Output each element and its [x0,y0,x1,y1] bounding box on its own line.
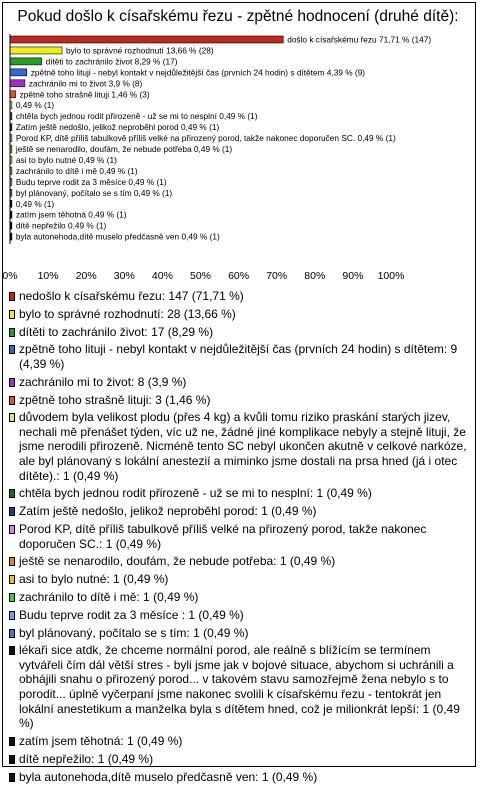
legend-item-12 [9,590,469,605]
legend-label-15: lékaři sice atdk, že chceme normální porod, ale reálně s blížícím se termínem vytvářeli čím dál větší stres - byli jsme jak v bojové situace, abychom si uchránili a obhájili snahu o přirozený porod... v takovém stavu samozřejmě žena nebylo s to porodit... úplně vyčerpaní jsme nakonec svolili k císařskému řezu - tentokrát jen lokální anestetikum a manželka byla s dítětem hned, což je milionkrát lepší: 1 (0,49 %) [19,643,460,731]
bar-label-8: Zatím ještě nedošlo, jelikož neproběhl porod 0,49 % (1) [15,122,220,133]
bar-label-4: zachránilo mi to život 3,9 % (8) [28,78,143,89]
legend-item-13 [9,608,469,623]
legend-swatch-7 [9,489,15,498]
legend-item-16 [9,734,469,749]
legend-swatch-13 [9,611,15,620]
legend-item-14 [9,626,469,641]
x-tick-label-6: 60% [228,270,250,282]
legend-item-7 [9,486,469,501]
legend-item-5 [9,393,469,408]
x-tick-label-7: 70% [266,270,288,282]
bar-1 [10,47,62,54]
x-tick-label-1: 10% [37,270,59,282]
legend-swatch-15 [9,646,15,655]
legend-label-0: nedošlo k císařskému řezu: 147 (71,71 %) [19,289,244,303]
legend [9,289,469,787]
bar-label-0: došlo k císařskému řezu 71,71 % (147) [287,34,432,45]
legend-swatch-14 [9,629,15,638]
legend-label-9: Porod KP, dítě příliš tabulkově příliš velké na přirozený porod, takže nakonec doporučen SC.: 1 (0,49 %) [19,522,427,551]
legend-label-10: ještě se nenarodilo, doufám, že nebude potřeba: 1 (0,49 %) [19,554,336,569]
legend-item-11 [9,572,469,587]
legend-swatch-10 [9,557,15,566]
x-tick-label-10: 100% [377,270,405,282]
x-tick-label-4: 40% [151,270,173,282]
x-tick-label-9: 90% [342,270,364,282]
legend-swatch-0 [9,292,15,301]
legend-label-17: dítě nepřežilo: 1 (0,49 %) [19,751,154,766]
bar-label-11: asi to bylo nutné 0,49 % (1) [15,154,117,165]
legend-label-3: zpětně toho lituji - nebyl kontakt v nejdůležitější čas (prvních 24 hodin) s dítětem: 9 (4,39 %) [19,342,458,371]
legend-swatch-2 [9,328,15,337]
legend-item-1 [9,307,469,322]
legend-item-6 [9,410,469,483]
legend-swatch-6 [9,413,15,422]
bar-label-7: chtěla bych jednou rodit přirozeně - už se mi to nesplní 0,49 % (1) [15,111,258,122]
legend-label-1: bylo to správné rozhodnutí: 28 (13,66 %) [19,306,236,321]
bar-label-1: bylo to správné rozhodnutí 13,66 % (28) [66,45,214,56]
legend-swatch-3 [9,345,15,354]
legend-swatch-9 [9,525,15,534]
legend-item-15 [9,643,469,731]
bar-3 [10,69,27,76]
legend-label-7: chtěla bych jednou rodit přirozeně - už se mi to nesplní: 1 (0,49 %) [19,486,372,501]
legend-swatch-1 [9,310,15,319]
x-tick-label-0: 0% [2,270,18,282]
bar-label-17: dítě nepřežilo 0,49 % (1) [15,220,107,231]
x-ticks-group [2,270,404,282]
x-tick-label-5: 50% [189,270,212,282]
legend-item-8 [9,504,469,519]
legend-item-0 [9,289,469,304]
bar-label-5: zpětně toho strašně lituji 1,46 % (3) [19,89,150,100]
bar-label-14: byl plánovaný, počítalo se s tím 0,49 % (1) [15,187,173,198]
legend-label-6: důvodem byla velikost plodu (přes 4 kg) a kvůli tomu riziko praskání starých jizev, nechali mě přenášet týden, víc už ne, žádné jiné komplikace nebyly a stejně lituji, že jsme nerodili přirozeně. Nicméně tento SC nebyl ukončen akutně v celkové narkóze, ale byl plánovaný s lokální anestezií a miminko jsme dostali na prsa hned (já i otec dítěte).: 1 (0,49 %) [19,410,467,483]
x-tick-label-8: 80% [304,270,326,282]
legend-swatch-16 [9,737,15,746]
bar-4 [10,80,25,87]
bar-label-16: zatím jsem těhotná 0,49 % (1) [15,209,127,220]
legend-label-11: asi to bylo nutné: 1 (0,49 %) [19,572,169,587]
legend-swatch-12 [9,593,15,602]
bar-5 [10,91,16,98]
bar-label-2: dítěti to zachránilo život 8,29 % (17) [45,56,178,67]
chart-plot [0,0,480,290]
legend-item-9 [9,522,469,551]
legend-label-16: zatím jsem těhotná: 1 (0,49 %) [19,734,183,749]
legend-label-13: Budu teprve rodit za 3 měsíce : 1 (0,49 %) [19,607,244,622]
legend-swatch-18 [9,773,15,782]
legend-item-2 [9,325,469,340]
bar-label-9: Porod KP, dítě příliš tabulkově příliš velké na přirozený porod, takže nakonec doporučen SC. 0,49 % (1) [15,133,396,144]
bar-label-15: 0,49 % (1) [15,198,55,209]
legend-item-17 [9,752,469,767]
bars-group [10,35,431,242]
legend-swatch-8 [9,507,15,516]
x-tick-label-3: 30% [113,270,135,282]
legend-label-12: zachránilo to dítě i mě: 1 (0,49 %) [19,589,199,604]
bar-0 [10,36,283,43]
legend-item-18 [9,770,469,785]
chart-title: Pokud došlo k císařskému řezu - zpětné hodnocení (druhé dítě): [17,8,459,25]
bar-label-3: zpětně toho lituji - nebyl kontakt v nejdůležitější čas (prvních 24 hodin) s dítětem 4,39 % (9) [30,67,366,78]
bar-label-13: Budu teprve rodit za 3 měsíce 0,49 % (1) [15,176,167,187]
bar-label-18: byla autonehoda,dítě muselo předčasně ven 0,49 % (1) [15,231,220,242]
legend-label-2: dítěti to zachránilo život: 17 (8,29 %) [19,324,214,339]
legend-label-8: Zatím ještě nedošlo, jelikož neproběhl porod: 1 (0,49 %) [19,504,317,519]
legend-label-18: byla autonehoda,dítě muselo předčasně ven: 1 (0,49 %) [19,769,318,784]
legend-swatch-11 [9,575,15,584]
legend-swatch-4 [9,378,15,387]
legend-item-4 [9,375,469,390]
bar-label-12: zachránilo to dítě i mě 0,49 % (1) [15,165,138,176]
legend-item-10 [9,554,469,569]
legend-swatch-17 [9,755,15,764]
bar-label-6: 0,49 % (1) [15,100,55,111]
legend-label-5: zpětně toho strašně lituji: 3 (1,46 %) [19,392,211,407]
legend-label-14: byl plánovaný, počítalo se s tím: 1 (0,49 %) [19,625,249,640]
legend-label-4: zachránilo mi to život: 8 (3,9 %) [19,374,187,389]
bar-2 [10,58,42,65]
legend-swatch-5 [9,396,15,405]
bar-label-10: ještě se nenarodilo, doufám, že nebude potřeba 0,49 % (1) [15,144,233,154]
legend-item-3 [9,342,469,371]
x-tick-label-2: 20% [75,270,97,282]
